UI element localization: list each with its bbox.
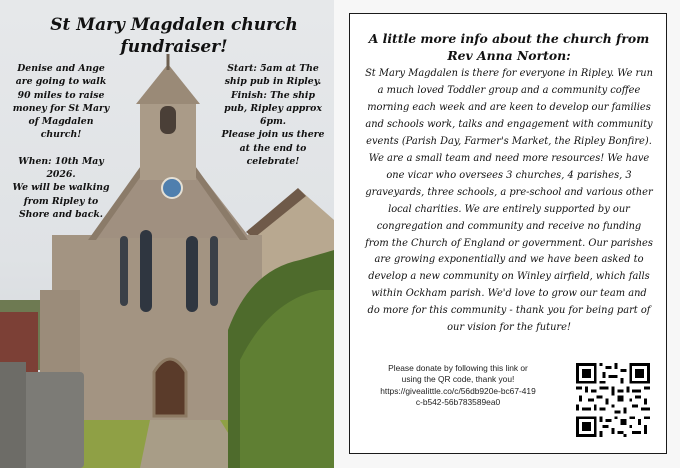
- walk-route: We will be walking from Ripley to Shore and back.: [12, 182, 110, 220]
- info-heading: A little more info about the church from Rev Anna Norton:: [368, 31, 650, 63]
- church-photo-panel: [0, 0, 334, 468]
- info-panel: [349, 13, 667, 454]
- spacer: [10, 142, 112, 155]
- qr-code-icon[interactable]: [576, 363, 650, 437]
- walk-date: When: 10th May 2026.: [18, 155, 104, 181]
- walk-invite: Please join us there at the end to celebrate!: [221, 129, 325, 168]
- donate-section: [380, 363, 536, 409]
- info-body: St Mary Magdalen is there for everyone in Ripley. We run a much loved Toddler group and a community coffee morning each week and are keen to develop our families and schools work, talks and engagement with community events (Parish Day, Farmer's Market, the Ripley Bonfire). We are a small team and need more resources! We have one vicar who oversees 3 churches, 4 parishes, 3 graveyards, three schools, a pre-school and various other local charities. We are entirely supported by our congregation and community and receive no funding from the Church of England or government. Our parishes are growing exponentially and we have been asked to develop a new community on Winley airfield, which falls within Ockham parish. We'd love to grow our team and do more for this community - thank you for being part of our vision for the future!: [365, 68, 653, 334]
- fundraiser-title: St Mary Magdalen church fundraiser!: [50, 15, 298, 57]
- walk-details-left: [10, 62, 112, 221]
- donate-link[interactable]: https://giveaIittle.co/c/56db920e-bc67-419c-b542-56b783589ea0: [380, 385, 536, 408]
- donate-text: Please donate by following this link or using the QR code, thank you!: [388, 363, 528, 385]
- walk-finish: Finish: The ship pub, Ripley approx 6pm.: [224, 89, 322, 128]
- walk-start: Start: 5am at The ship pub in Ripley.: [224, 63, 322, 88]
- info-page: [334, 0, 680, 468]
- walk-details-right: [218, 62, 328, 168]
- walk-description: Denise and Ange are going to walk 90 miles to raise money for St Mary of Magdalen church!: [12, 63, 110, 141]
